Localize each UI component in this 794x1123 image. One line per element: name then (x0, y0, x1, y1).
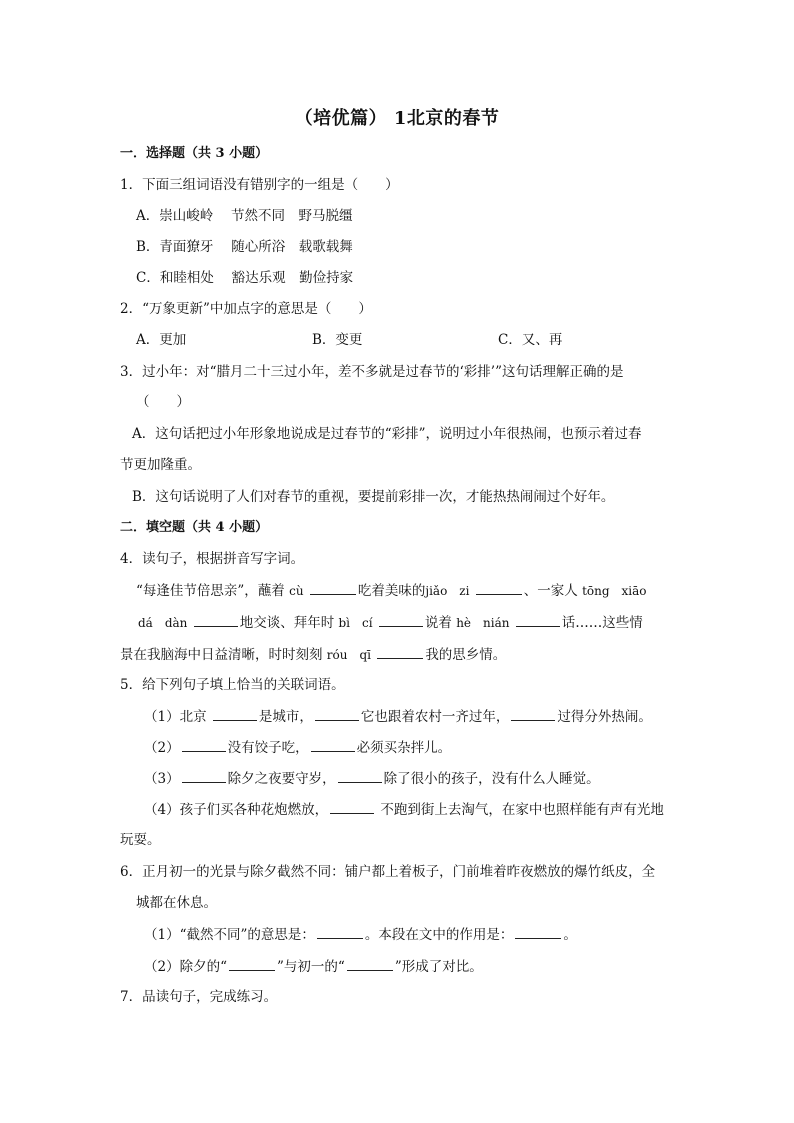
answer-blank[interactable] (315, 706, 359, 721)
question-6-stem-line2: 城都在休息。 (136, 895, 217, 911)
question-4-line-2 (138, 612, 643, 633)
answer-blank[interactable] (310, 580, 356, 595)
q5-text: 除了很小的孩子，没有什么人睡觉。 (383, 771, 600, 787)
q4-text: 、一家人 (523, 583, 578, 599)
q5-text: 过得分外热闹。 (557, 709, 652, 725)
answer-blank[interactable] (347, 956, 393, 971)
question-7-stem: 7．品读句子，完成练习。 (120, 989, 278, 1005)
q6-text: （2）除夕的“ (144, 959, 227, 975)
question-5-item-2 (144, 737, 451, 758)
q5-text: 它也跟着农村一齐过年， (360, 709, 510, 725)
question-3-option-a-line2: 节更加隆重。 (120, 457, 201, 473)
answer-blank[interactable] (182, 768, 226, 783)
question-1-option-b: B．青面獠牙 随心所浴 载歌载舞 (136, 239, 353, 255)
q5-text: 是城市， (258, 709, 313, 725)
question-2-option-c: C．又、再 (498, 332, 563, 348)
question-5-item-4 (144, 799, 664, 820)
question-3-option-a-line1: A．这句话把过小年形象地说成是过春节的“彩排”，说明过小年很热闹，也预示着过春 (132, 426, 642, 442)
q5-text: （4）孩子们买各种花炮燃放， (144, 802, 329, 818)
pinyin-label: bì cí (338, 616, 373, 630)
question-2-option-b: B．变更 (312, 332, 363, 348)
pinyin-label: tōng xiāo (582, 584, 647, 598)
q4-text: 话……这些情 (561, 615, 643, 631)
section-heading-fill: 二．填空题（共 4 小题） (120, 520, 269, 535)
q4-text: “每逢佳节倍思亲”，蘸着 (136, 583, 285, 599)
q4-text: 地交谈、拜年时 (239, 615, 335, 631)
question-6-item-2 (144, 956, 483, 977)
answer-blank[interactable] (516, 612, 560, 627)
question-2-stem: 2．“万象更新”中加点字的意思是（ ） (120, 301, 372, 317)
question-1-option-a: A．崇山峻岭 节然不同 野马脱缰 (136, 208, 353, 224)
q4-text: 吃着美味的 (357, 583, 426, 599)
question-5-stem: 5．给下列句子填上恰当的关联词语。 (120, 677, 345, 693)
q5-text: 没有饺子吃， (227, 740, 309, 756)
answer-blank[interactable] (194, 612, 238, 627)
answer-blank[interactable] (338, 768, 382, 783)
answer-blank[interactable] (515, 924, 561, 939)
q5-text: 除夕之夜要守岁， (227, 771, 336, 787)
question-5-item-3 (144, 768, 600, 789)
question-4-line-3 (120, 644, 506, 665)
question-5-item-1 (144, 706, 652, 727)
question-1-stem: 1．下面三组词语没有错别字的一组是（ ） (120, 177, 399, 193)
question-2-option-a: A．更加 (136, 332, 187, 348)
answer-blank[interactable] (311, 737, 355, 752)
pinyin-label: jiǎo zi (425, 584, 470, 598)
answer-blank[interactable] (317, 924, 363, 939)
q4-text: 景在我脑海中日益清晰，时时刻刻 (120, 647, 323, 663)
q5-text: 不跑到街上去淘气，在家中也照样能有声有光地 (380, 802, 664, 818)
q5-text: （2） (144, 740, 180, 756)
section-heading-choice: 一．选择题（共 3 小题） (120, 146, 269, 161)
q6-text: 。 (563, 927, 577, 943)
q6-text: （1）“截然不同”的意思是： (144, 927, 315, 943)
question-6-item-1 (144, 924, 577, 945)
answer-blank[interactable] (182, 737, 226, 752)
pinyin-label: cù (289, 584, 304, 598)
q6-text: 。本段在文中的作用是： (364, 927, 514, 943)
q4-text: 我的思乡情。 (425, 647, 507, 663)
q5-text: （3） (144, 771, 180, 787)
question-3-stem: 3．过小年：对“腊月二十三过小年，差不多就是过春节的‘彩排’”这句话理解正确的是 (120, 364, 624, 380)
question-6-stem-line1: 6．正月初一的光景与除夕截然不同：铺户都上着板子，门前堆着昨夜燃放的爆竹纸皮，全 (120, 864, 656, 880)
q5-text: （1）北京 (144, 709, 207, 725)
answer-blank[interactable] (213, 706, 257, 721)
answer-blank[interactable] (377, 644, 423, 659)
pinyin-label: hè nián (456, 616, 510, 630)
answer-blank[interactable] (229, 956, 275, 971)
answer-blank[interactable] (476, 580, 522, 595)
q6-text: ”形成了对比。 (394, 959, 483, 975)
q4-text: 说着 (424, 615, 452, 631)
question-5-item-4-cont: 玩耍。 (120, 832, 161, 848)
question-3-paren: （ ） (136, 394, 190, 410)
answer-blank[interactable] (511, 706, 555, 721)
answer-blank[interactable] (330, 799, 374, 814)
q5-text: 必须买杂拌儿。 (356, 740, 452, 756)
question-1-option-c: C．和睦相处 豁达乐观 勤俭持家 (136, 270, 354, 286)
page-title: （培优篇） 1北京的春节 (294, 108, 500, 129)
question-4-line-1 (136, 580, 647, 601)
question-3-option-b: B．这句话说明了人们对春节的重视，要提前彩排一次，才能热热闹闹过个好年。 (132, 489, 615, 505)
pinyin-label: dá dàn (138, 616, 188, 630)
q6-text: ”与初一的“ (277, 959, 345, 975)
pinyin-label: róu qī (326, 648, 372, 662)
question-4-stem: 4．读句子，根据拼音写字词。 (120, 551, 305, 567)
answer-blank[interactable] (379, 612, 423, 627)
